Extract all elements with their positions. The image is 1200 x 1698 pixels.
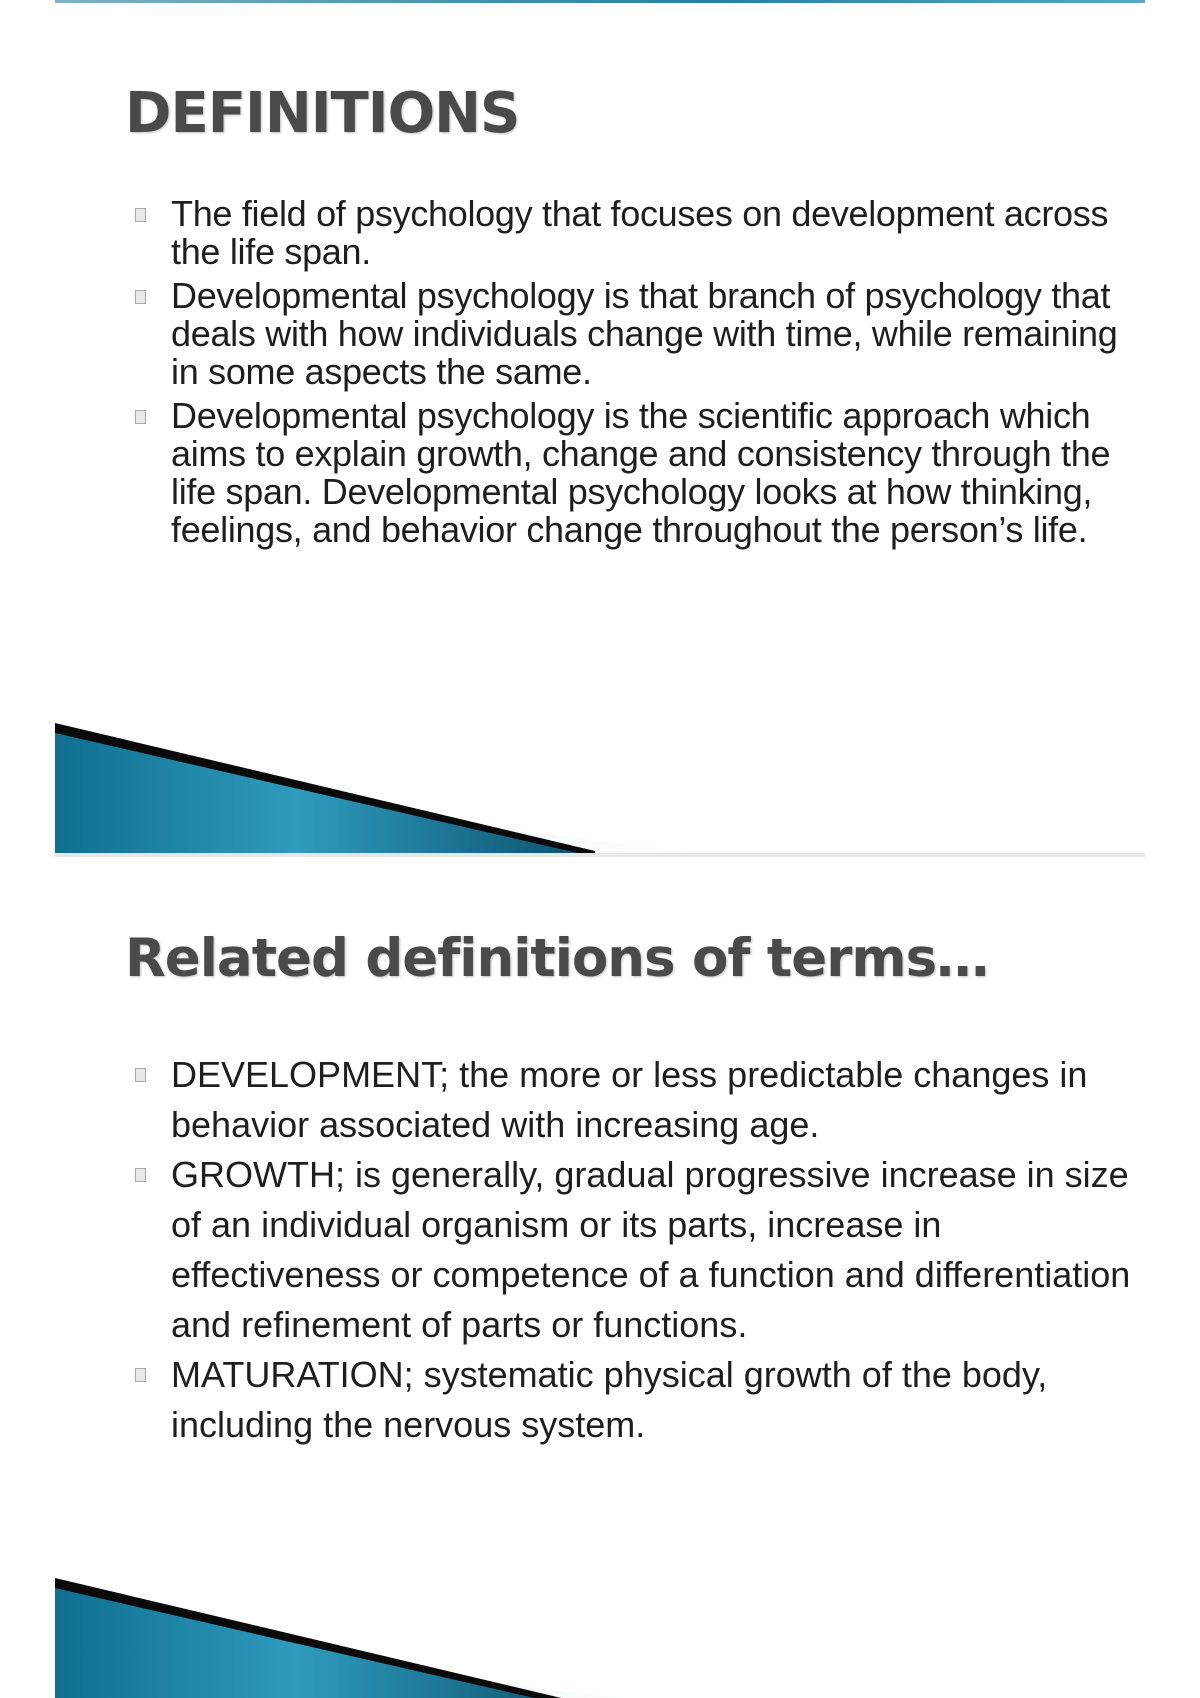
list-item (135, 1050, 1135, 1150)
wedge-decoration (55, 1570, 1145, 1698)
slide-definitions (55, 3, 1145, 855)
wedge-decoration (55, 715, 1145, 855)
bullet-list (135, 195, 1135, 555)
bullet-text: Developmental psychology is that branch of psychology that deals with how individuals change with time, while remaining in some aspects the same. (171, 275, 1118, 392)
list-item (135, 397, 1135, 549)
bullet-text: The field of psychology that focuses on development across the life span. (171, 193, 1109, 272)
slide-title: Related definitions of terms… (125, 928, 989, 989)
bullet-text: Developmental psychology is the scientific approach which aims to explain growth, change and consistency through the life span. Developmental psychology looks at how thinking, feelings, and behavior change throughout the person’s life. (171, 395, 1111, 550)
bullet-glyph-icon (135, 410, 145, 424)
bullet-text: DEVELOPMENT; the more or less predictable changes in behavior associated with increasing age. (171, 1054, 1088, 1145)
slide-related-definitions (55, 858, 1145, 1698)
bullet-glyph-icon (135, 290, 145, 304)
bullet-glyph-icon (135, 1168, 145, 1182)
bullet-text: MATURATION; systematic physical growth of the body, including the nervous system. (171, 1354, 1048, 1445)
bullet-text: GROWTH; is generally, gradual progressive increase in size of an individual organism or its parts, increase in effectiveness or competence of a function and differentiation and refinement of parts or functions. (171, 1154, 1131, 1345)
bullet-list (135, 1050, 1135, 1450)
list-item (135, 195, 1135, 271)
list-item (135, 277, 1135, 391)
bullet-glyph-icon (135, 208, 145, 222)
list-item (135, 1350, 1135, 1450)
bullet-glyph-icon (135, 1068, 145, 1082)
slide-title: DEFINITIONS (125, 81, 520, 146)
slide-divider (55, 853, 1145, 857)
list-item (135, 1150, 1135, 1350)
bullet-glyph-icon (135, 1368, 145, 1382)
